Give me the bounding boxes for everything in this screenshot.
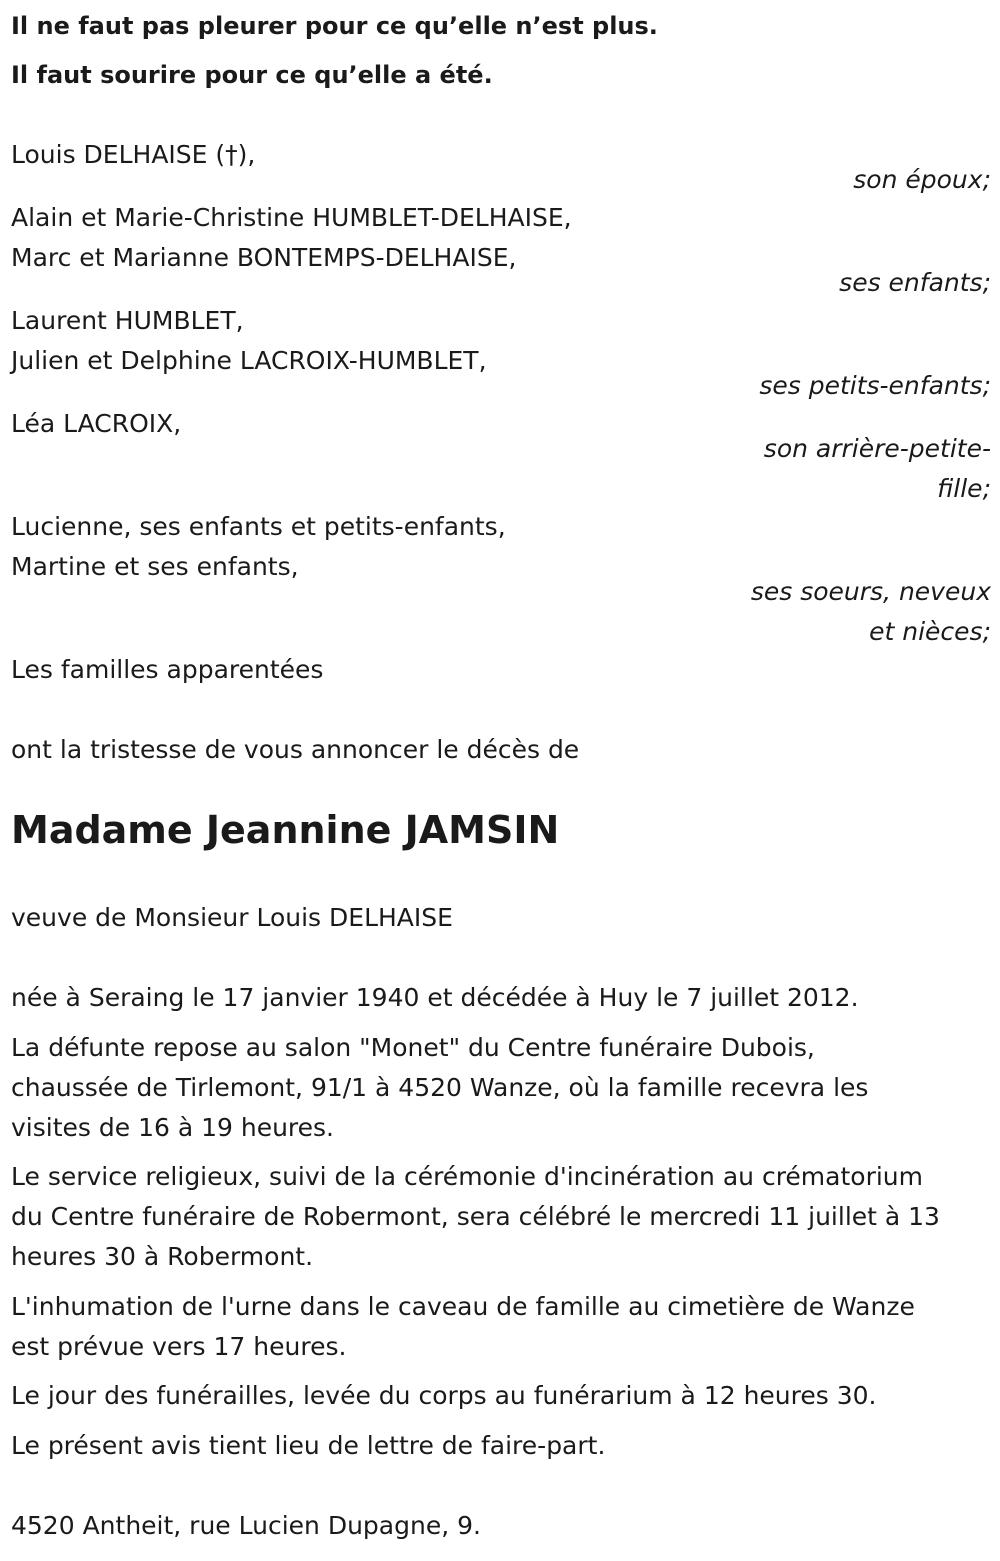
relation-siblings-1: ses soeurs, neveux	[750, 577, 991, 606]
urn-line-1: L'inhumation de l'urne dans le caveau de famille au cimetière de Wanze	[11, 1292, 915, 1321]
levee-du-corps: Le jour des funérailles, levée du corps au funérarium à 12 heures 30.	[11, 1381, 877, 1410]
repose-line-1: La défunte repose au salon "Monet" du Centre funéraire Dubois,	[11, 1033, 815, 1062]
family-great-grandchild: Léa LACROIX,	[11, 409, 182, 438]
service-line-3: heures 30 à Robermont.	[11, 1242, 314, 1271]
family-grandchild-2: Julien et Delphine LACROIX-HUMBLET,	[11, 346, 487, 375]
announcement: ont la tristesse de vous annoncer le décès de	[11, 735, 580, 764]
relation-siblings-2: et nièces;	[869, 617, 991, 646]
relation-grandchildren: ses petits-enfants;	[759, 371, 991, 400]
deceased-name: Madame Jeannine JAMSIN	[11, 808, 560, 852]
family-child-2: Marc et Marianne BONTEMPS-DELHAISE,	[11, 243, 517, 272]
notice-statement: Le présent avis tient lieu de lettre de faire-part.	[11, 1431, 606, 1460]
family-address: 4520 Antheit, rue Lucien Dupagne, 9.	[11, 1511, 481, 1540]
family-child-1: Alain et Marie-Christine HUMBLET-DELHAISE,	[11, 203, 572, 232]
birth-death: née à Seraing le 17 janvier 1940 et décédée à Huy le 7 juillet 2012.	[11, 983, 859, 1012]
relation-spouse: son époux;	[853, 165, 991, 194]
family-relatives: Les familles apparentées	[11, 655, 324, 684]
family-sibling-1: Lucienne, ses enfants et petits-enfants,	[11, 512, 506, 541]
service-line-2: du Centre funéraire de Robermont, sera célébré le mercredi 11 juillet à 13	[11, 1202, 940, 1231]
widow-of: veuve de Monsieur Louis DELHAISE	[11, 903, 453, 932]
quote-line-1: Il ne faut pas pleurer pour ce qu’elle n’est plus.	[11, 12, 658, 40]
relation-great-grandchild-2: fille;	[937, 474, 991, 503]
service-line-1: Le service religieux, suivi de la cérémonie d'incinération au crématorium	[11, 1162, 923, 1191]
urn-line-2: est prévue vers 17 heures.	[11, 1332, 347, 1361]
family-sibling-2: Martine et ses enfants,	[11, 552, 299, 581]
relation-great-grandchild-1: son arrière-petite-	[763, 434, 991, 463]
relation-children: ses enfants;	[839, 268, 991, 297]
family-spouse: Louis DELHAISE (†),	[11, 140, 256, 169]
repose-line-2: chaussée de Tirlemont, 91/1 à 4520 Wanze, où la famille recevra les	[11, 1073, 869, 1102]
quote-line-2: Il faut sourire pour ce qu’elle a été.	[11, 61, 493, 89]
repose-line-3: visites de 16 à 19 heures.	[11, 1113, 334, 1142]
family-grandchild-1: Laurent HUMBLET,	[11, 306, 244, 335]
